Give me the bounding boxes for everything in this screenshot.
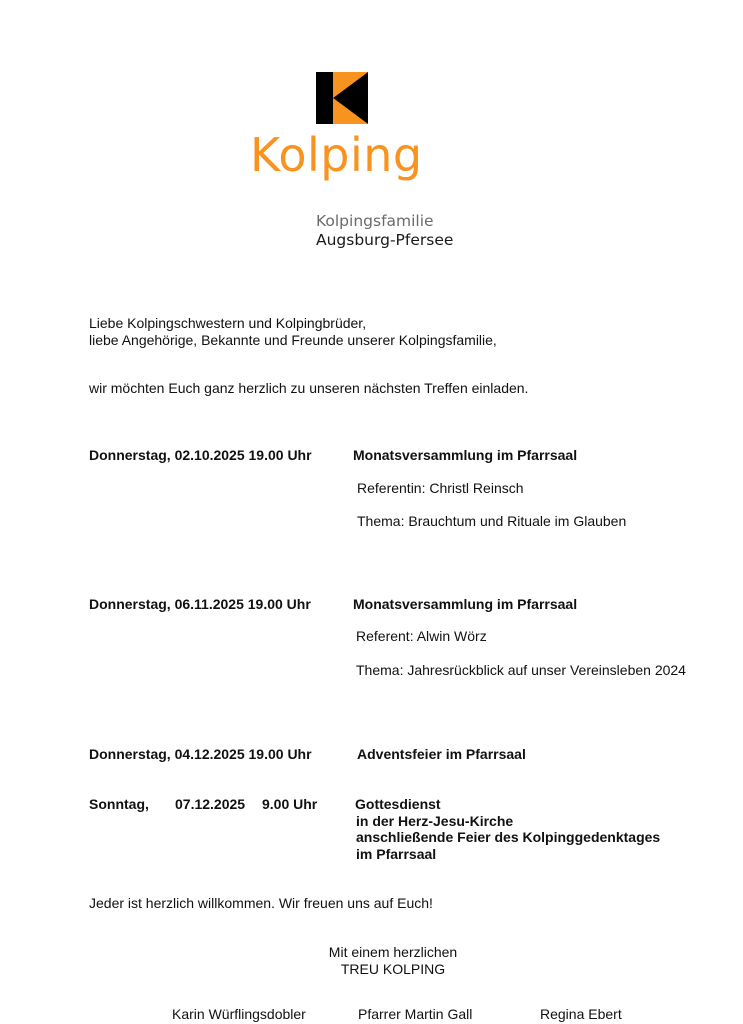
greeting-line1: Liebe Kolpingschwestern und Kolpingbrüder,: [89, 315, 367, 331]
signature-3: Regina Ebert: [540, 1006, 622, 1022]
event-1-speaker: Referentin: Christl Reinsch: [357, 480, 524, 496]
event-4-line: in der Herz-Jesu-Kirche: [356, 812, 514, 829]
welcome-text: Jeder ist herzlich willkommen. Wir freuen uns auf Euch!: [89, 895, 433, 911]
event-4-time: 9.00 Uhr: [262, 796, 318, 812]
salutation-line1: Mit einem herzlichen: [328, 944, 458, 960]
event-4-date: 07.12.2025: [175, 796, 246, 812]
event-1-title: Monatsversammlung im Pfarrsaal: [353, 447, 578, 463]
kolping-logo-icon: [316, 72, 368, 124]
event-4-line: Gottesdienst: [355, 796, 441, 812]
signature-1: Karin Würflingsdobler: [172, 1006, 306, 1022]
salutation-line2: TREU KOLPING: [340, 961, 446, 977]
event-4-line: anschließende Feier des Kolpinggedenktages: [356, 829, 661, 845]
event-1-topic: Thema: Brauchtum und Rituale im Glauben: [357, 513, 627, 529]
event-4-day: Sonntag,: [89, 796, 149, 812]
event-1-datetime: Donnerstag, 02.10.2025 19.00 Uhr: [89, 447, 312, 463]
event-2-topic: Thema: Jahresrückblick auf unser Vereinsleben 2024: [356, 662, 686, 678]
org-name-line2: Augsburg-Pfersee: [316, 231, 454, 249]
event-4-details: [355, 796, 660, 862]
event-2-datetime: Donnerstag, 06.11.2025 19.00 Uhr: [89, 596, 311, 612]
event-2-speaker: Referent: Alwin Wörz: [356, 628, 487, 644]
signature-2: Pfarrer Martin Gall: [358, 1006, 473, 1022]
event-2-title: Monatsversammlung im Pfarrsaal: [353, 596, 578, 612]
org-name-line1: Kolpingsfamilie: [316, 212, 434, 230]
greeting-line2: liebe Angehörige, Bekannte und Freunde unserer Kolpingsfamilie,: [89, 332, 497, 348]
event-3-datetime: Donnerstag, 04.12.2025 19.00 Uhr: [89, 746, 312, 762]
kolping-wordmark: Kolping: [250, 128, 423, 182]
event-3-title: Adventsfeier im Pfarrsaal: [357, 746, 526, 762]
intro-text: wir möchten Euch ganz herzlich zu unseren nächsten Treffen einladen.: [89, 380, 529, 396]
event-4-line: im Pfarrsaal: [356, 845, 437, 862]
